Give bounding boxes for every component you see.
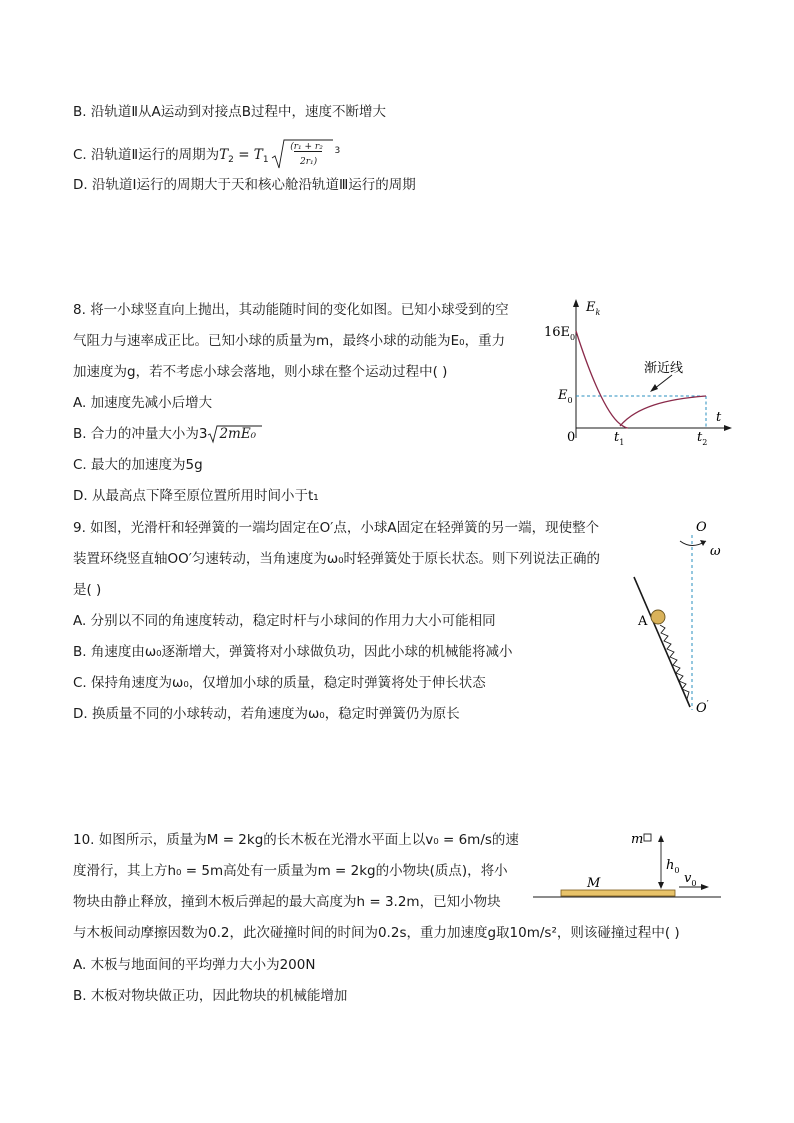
q9-option-d: D. 换质量不同的小球转动，若角速度为ω₀，稳定时弹簧仍为原长 [73,706,460,722]
ek-curve-rise [576,331,628,428]
q7-option-c-text: C. 沿轨道Ⅱ运行的周期为 [73,147,220,163]
q7-formula-den: 2r₁ [299,157,314,167]
smooth-rod [634,577,690,707]
q8-radical [207,424,263,444]
q10-stem-line2: 度滑行，其上方h₀ = 5m高处有一质量为m = 2kg的小物块(质点)，将小 [73,863,508,879]
height-label: $h_0$ [666,858,680,875]
small-block [644,834,651,841]
t1-label: $t_1$ [614,430,625,447]
q9-rotating-rod-figure [630,515,740,720]
q9-stem-line1: 9. 如图，光滑杆和轻弹簧的一端均固定在O′点，小球A固定在轻弹簧的另一端，现使整个 [73,520,600,536]
q8-radicand: 2mE₀ [219,426,257,442]
t-axis-label: t [716,410,722,425]
q7-option-b: B. 沿轨道Ⅱ从A运动到对接点B过程中，速度不断增大 [73,104,386,120]
q10-option-b: B. 木板对物块做正功，因此物块的机械能增加 [73,988,348,1004]
q8-stem-line2: 气阻力与速率成正比。已知小球的质量为m，最终小球的动能为E₀，重力 [73,333,506,349]
q8-option-a: A. 加速度先减小后增大 [73,395,213,411]
q8-stem-line3: 加速度为g，若不考虑小球会落地，则小球在整个运动过程中( ) [73,364,448,380]
q7-formula-rhs-sub: 1 [262,155,269,165]
height-arrow-bottom [658,882,664,889]
q9-option-a: A. 分别以不同的角速度转动，稳定时杆与小球间的作用力大小可能相同 [73,613,496,629]
q7-formula-lhs-sub: 2 [228,155,234,165]
q7-option-d: D. 沿轨道Ⅰ运行的周期大于天和核心舱沿轨道Ⅲ运行的周期 [73,177,416,193]
q7-formula-lhs: T [219,147,229,163]
q8-option-b-text: B. 合力的冲量大小为3 [73,426,208,442]
q10-stem-line1: 10. 如图所示，质量为M = 2kg的长木板在光滑水平面上以v₀ = 6m/s的速 [73,832,519,848]
q10-board-block-figure [525,825,725,905]
y-tick-16e0: $16E_0$ [544,325,576,342]
q9-option-b: B. 角速度由ω₀逐渐增大，弹簧将对小球做负功，因此小球的机械能将减小 [73,644,513,660]
rotation-arrow-head [700,540,706,546]
asymptote-label: 渐近线 [644,361,684,376]
point-o-label: O [696,520,707,535]
ball-a [651,610,665,624]
q7-formula-root: $\frac{\text{(r₁ + r₂}}{\text{2r₁)}}$ [271,138,335,172]
omega-label: ω [710,544,721,559]
t2-label: $t_2$ [697,430,708,447]
ball-a-label: A [638,614,648,629]
q8-option-d: D. 从最高点下降至原位置所用时间小于t₁ [73,488,319,504]
q9-option-c: C. 保持角速度为ω₀，仅增加小球的质量，稳定时弹簧将处于伸长状态 [73,675,486,691]
q8-ek-graph [540,295,740,450]
board-mass-label: M [587,876,601,891]
y-axis-arrow [573,299,579,307]
q8-option-b [73,424,263,444]
x-axis-arrow [724,425,732,431]
q10-option-a: A. 木板与地面间的平均弹力大小为200N [73,957,316,973]
q7-formula-num: r₁ + r₂ [293,142,323,152]
velocity-arrow-head [701,884,709,890]
q7-formula-eq: = T [233,147,263,163]
q7-formula-power: 3 [334,146,341,156]
q8-option-c: C. 最大的加速度为5g [73,457,203,473]
q10-stem-line3: 物块由静止释放，撞到木板后弹起的最大高度为h = 3.2m，已知小物块 [73,894,501,910]
q7-option-c [73,138,340,172]
q9-stem-line3: 是( ) [73,582,102,598]
velocity-label: $v_0$ [684,871,697,888]
ek-curve-fall [620,396,706,426]
asymptote-pointer-head [650,384,658,392]
y-tick-e0: $E_0$ [558,388,573,405]
height-arrow-top [658,835,664,842]
q9-stem-line2: 装置环绕竖直轴OO′匀速转动，当角速度为ω₀时轻弹簧处于原长状态。则下列说法正确的 [73,551,601,567]
point-o-prime-label: O′ [696,700,709,716]
y-axis-label: $E_k$ [586,300,601,317]
long-board [561,890,675,896]
q10-stem-line4: 与木板间动摩擦因数为0.2，此次碰撞时间的时间为0.2s，重力加速度g取10m/s²，则该碰撞过程中( ) [73,925,680,941]
q8-stem-line1: 8. 将一小球竖直向上抛出，其动能随时间的变化如图。已知小球受到的空 [73,302,509,318]
block-mass-label: m [631,832,644,847]
origin-label: 0 [567,430,576,445]
